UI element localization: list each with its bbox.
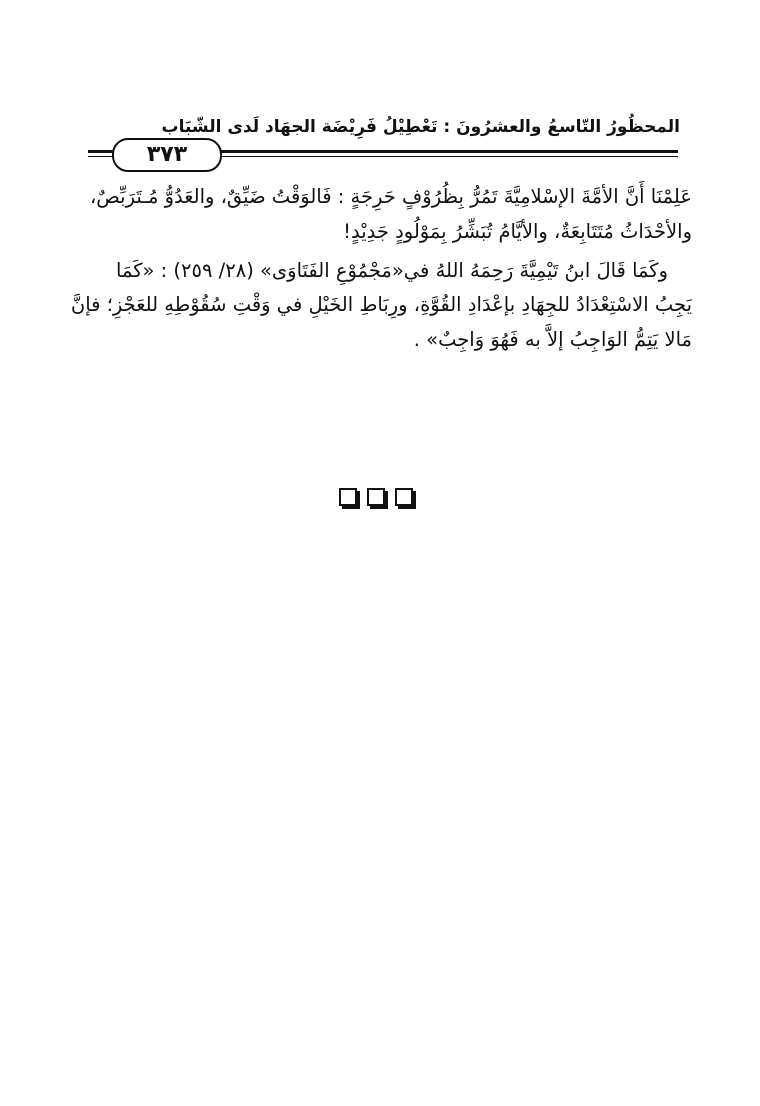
paragraph-2-line-1: وكَمَا قَالَ ابنُ تَيْمِيَّةَ رَحِمَهُ اللهُ في«مَجْمُوْعِ الفَتَاوَى» (٢٨/ ٢٥٩) : «كَمَا — [116, 258, 668, 282]
paragraph-2-line-2: يَجِبُ الاسْتِعْدَادُ للجِهَادِ بإعْدَادِ القُوَّةِ، ورِبَاطِ الخَيْلِ في وَقْتِ سُقُوْطِهِ للعَجْزِ؛ فإنَّ — [70, 293, 692, 317]
section-end-ornament — [331, 486, 421, 508]
page-number: ٣٧٣ — [112, 138, 222, 172]
ornament-square-icon — [367, 488, 385, 506]
paragraph-2-line-3: مَالا يَتِمُّ الوَاجِبُ إلاَّ به فَهُوَ وَاجِبٌ» . — [413, 328, 692, 352]
ornament-square-icon — [395, 488, 413, 506]
paragraph-1-line-2: والأحْدَاثُ مُتَتَابِعَةٌ، والأيَّامُ تُبَشِّرُ بِمَوْلُودٍ جَدِيْدٍ! — [343, 219, 692, 243]
running-header-title: المحظُورُ التّاسعُ والعشرُونَ : تَعْطِيْلُ فَرِيْضَة الجهَاد لَدى الشّبَاب — [161, 117, 680, 137]
paragraph-1-line-1: عَلِمْنَا أَنَّ الأمَّةَ الإسْلامِيَّةَ تَمُرُّ بِظُرُوْفٍ حَرِجَةٍ : فَالوَقْتُ ضَيِّقٌ، والعَدُوُّ مُـتَرَبِّصٌ، — [89, 185, 692, 208]
paragraph-2 — [70, 254, 692, 358]
ornament-square-icon — [339, 488, 357, 506]
paragraph-1 — [70, 180, 692, 250]
body-text — [70, 180, 692, 362]
